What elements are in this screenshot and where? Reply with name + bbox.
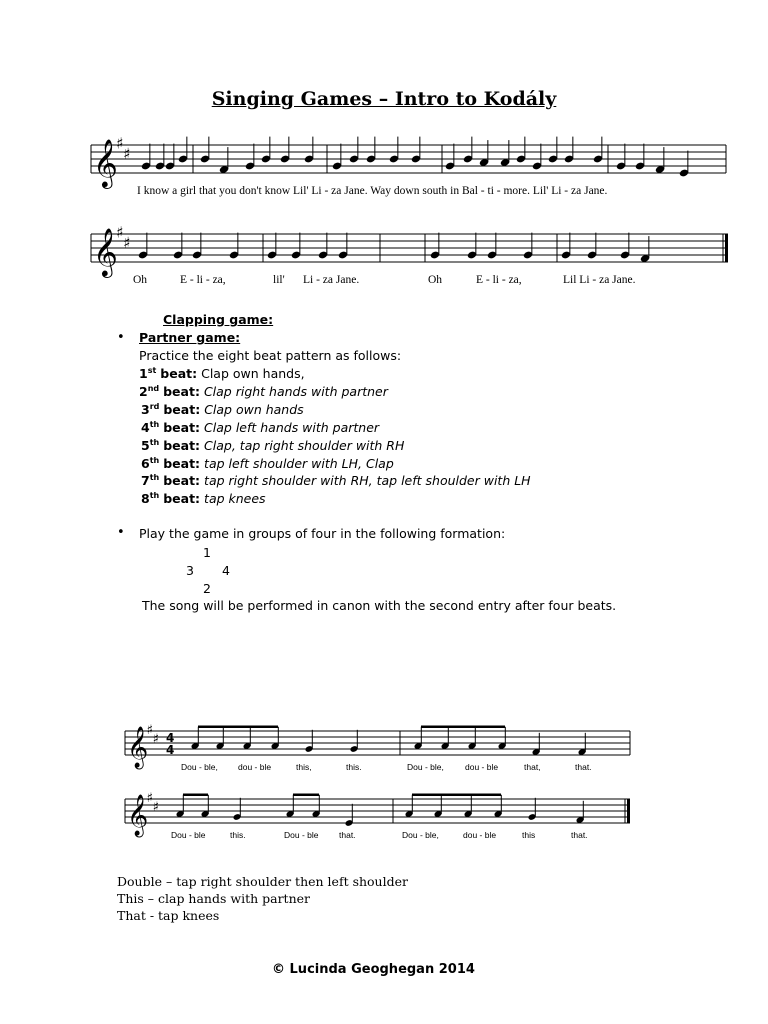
beat-row [141, 438, 404, 453]
beat-action: tap left shoulder with LH, Clap [204, 456, 394, 471]
beat-number: 6 [141, 456, 150, 471]
score2-lyric: Dou - ble, [181, 762, 218, 772]
score2-lyric: that. [575, 762, 592, 772]
beat-number: 1 [139, 366, 148, 381]
final-bar [627, 799, 630, 823]
score2-lyric: Dou - ble, [402, 830, 439, 840]
score1-lyric: Oh [133, 274, 148, 286]
sharp-icon: ♯ [116, 134, 124, 153]
beat-ordinal-suffix: st [147, 365, 157, 375]
time-signature: 4 [166, 743, 175, 757]
beat-action: Clap, tap right shoulder with RH [204, 438, 405, 453]
sharp-icon: ♯ [152, 732, 159, 747]
clapping-game-heading: Clapping game: [163, 312, 274, 327]
beat-label: beat: [160, 366, 198, 381]
action-this: This – clap hands with partner [117, 891, 310, 906]
score2-lyric: Dou - ble [171, 830, 206, 840]
beat-number: 8 [141, 491, 150, 506]
beat-row [141, 473, 531, 488]
canon-note: The song will be performed in canon with the second entry after four beats. [142, 598, 617, 613]
beat-row [141, 420, 379, 435]
score1-lyric: E - li - za, [180, 274, 226, 286]
score1-lyric: Oh [428, 274, 443, 286]
beat-number: 3 [141, 402, 150, 417]
score2-lyric: dou - ble [238, 762, 272, 772]
beat-ordinal-suffix: th [149, 437, 160, 447]
beat-row [141, 402, 304, 417]
beat-number: 7 [141, 473, 150, 488]
beat-action: tap knees [204, 491, 266, 506]
bullet-icon: • [117, 330, 125, 345]
score1-lyric: Lil Li - za Jane. [563, 274, 636, 286]
score1-lyric: E - li - za, [476, 274, 522, 286]
score2-lyric: this, [296, 762, 312, 772]
beat-label: beat: [163, 438, 201, 453]
score2-lyric: that. [571, 830, 588, 840]
beat-label: beat: [163, 402, 201, 417]
score2-lyric: Dou - ble [284, 830, 319, 840]
score2-lyric: this [522, 830, 536, 840]
beat-label: beat: [163, 384, 200, 399]
beat-action: Clap own hands [204, 402, 304, 417]
action-double: Double – tap right shoulder then left shoulder [117, 874, 408, 889]
beat-action: Clap left hands with partner [204, 420, 380, 435]
sharp-icon: ♯ [116, 223, 124, 242]
beat-row [141, 491, 266, 506]
sharp-icon: ♯ [123, 145, 131, 163]
beat-label: beat: [163, 420, 201, 435]
beat-number: 4 [141, 420, 150, 435]
bullet-icon: • [117, 525, 125, 540]
action-that: That - tap knees [117, 908, 220, 923]
score2-lyric: dou - ble [465, 762, 499, 772]
score2-lyric: dou - ble [463, 830, 497, 840]
beat-ordinal-suffix: rd [149, 401, 160, 411]
treble-clef-icon: 𝄞 [127, 795, 149, 836]
formation-intro: Play the game in groups of four in the following formation: [139, 526, 506, 541]
beat-ordinal-suffix: th [149, 490, 160, 500]
treble-clef-icon: 𝄞 [127, 727, 149, 768]
partner-game-heading: Partner game: [139, 330, 241, 345]
score2-lyric: Dou - ble, [407, 762, 444, 772]
treble-clef-icon: 𝄞 [93, 138, 118, 187]
score2-lyric: that. [339, 830, 356, 840]
pattern-intro: Practice the eight beat pattern as follows: [139, 348, 402, 363]
beat-action: Clap own hands, [201, 366, 305, 381]
copyright: © Lucinda Geoghegan 2014 [272, 962, 475, 977]
score2-lyric: that, [524, 762, 541, 772]
beat-ordinal-suffix: th [149, 472, 160, 482]
beat-ordinal-suffix: nd [147, 383, 160, 393]
sharp-icon: ♯ [146, 723, 153, 738]
beat-row [141, 456, 394, 471]
beat-ordinal-suffix: th [149, 419, 160, 429]
score1-lyric: lil' [273, 274, 285, 286]
sharp-icon: ♯ [146, 791, 153, 806]
score1-lyric: Li - za Jane. [303, 274, 360, 286]
final-bar [725, 234, 728, 262]
formation-position-3: 3 [186, 563, 194, 578]
beat-label: beat: [163, 456, 201, 471]
beat-action: tap right shoulder with RH, tap left shoulder with LH [204, 473, 531, 488]
time-signature: 4 [166, 731, 175, 745]
formation-position-2: 2 [203, 581, 211, 596]
beat-label: beat: [163, 473, 201, 488]
beat-number: 2 [139, 384, 148, 399]
treble-clef-icon: 𝄞 [93, 227, 118, 276]
score2-lyric: this. [230, 830, 246, 840]
page-title: Singing Games – Intro to Kodály [211, 88, 557, 110]
beat-ordinal-suffix: th [149, 455, 160, 465]
score2-lyric: this. [346, 762, 362, 772]
sharp-icon: ♯ [123, 234, 131, 252]
beat-row [139, 366, 305, 381]
sharp-icon: ♯ [152, 800, 159, 815]
beat-row [139, 384, 388, 399]
formation-position-4: 4 [222, 563, 230, 578]
score1-lyrics-line1: I know a girl that you don't know Lil' Li - za Jane. Way down south in Bal - ti - more. Lil' Li - za Jane. [137, 185, 608, 197]
beat-number: 5 [141, 438, 150, 453]
formation-position-1: 1 [203, 545, 211, 560]
beat-label: beat: [163, 491, 201, 506]
beat-action: Clap right hands with partner [203, 384, 388, 399]
